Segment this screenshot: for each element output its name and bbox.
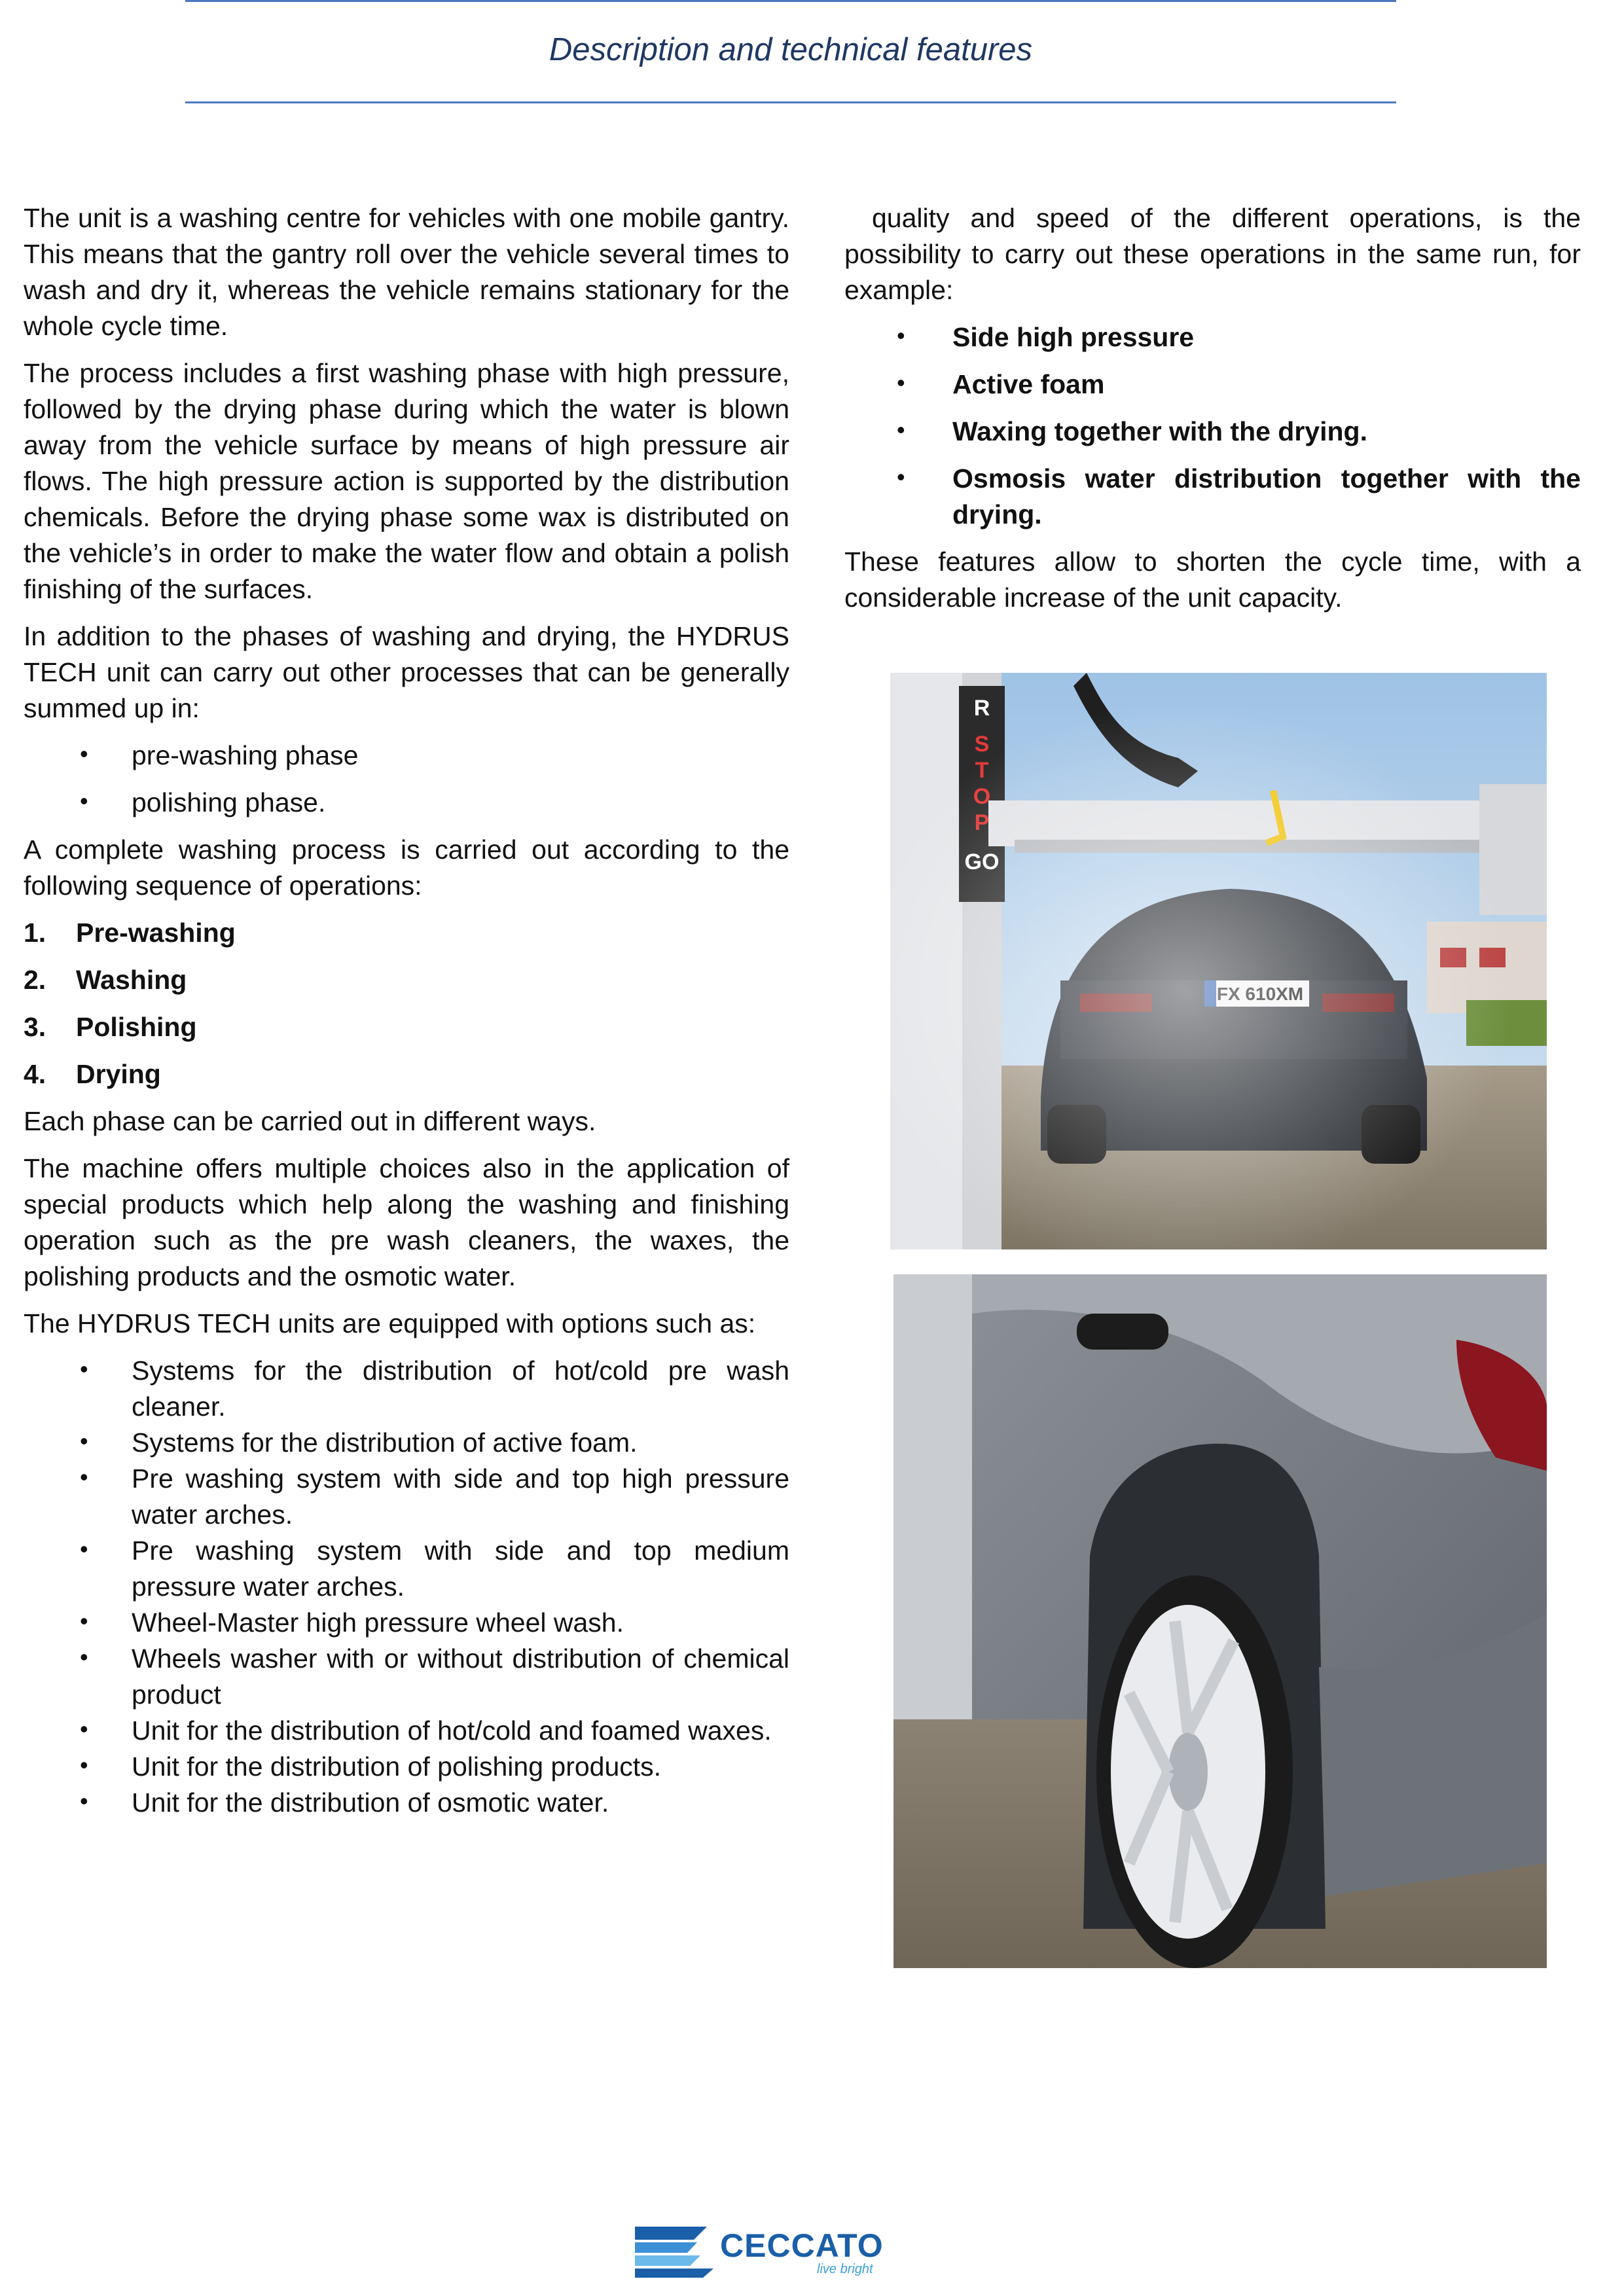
bullet-icon: • (80, 1427, 88, 1454)
list-item: • Unit for the distribution of polishing products. (24, 1749, 789, 1785)
bullet-icon: • (80, 1751, 88, 1778)
list-item: • Side high pressure (844, 319, 1581, 355)
gantry-wash-photo (890, 673, 1547, 1249)
bullet-icon: • (80, 1535, 88, 1562)
bullet-icon: • (897, 463, 905, 490)
list-item: • Unit for the distribution of osmotic water. (24, 1785, 789, 1821)
bullet-icon: • (897, 322, 905, 349)
list-item: • Pre washing system with side and top high pressure water arches. (24, 1461, 789, 1533)
intro-paragraph: The unit is a washing centre for vehicles with one mobile gantry. This means that the gantry roll over the vehicle several times to wash and dry it, whereas the vehicle remains stationary for the whole cycle time. (24, 203, 789, 341)
capacity-paragraph: These features allow to shorten the cycle time, with a considerable increase of the unit capacity. (844, 547, 1581, 613)
wheel-foam-photo (893, 1274, 1547, 1968)
bullet-icon: • (80, 1715, 88, 1742)
list-item: • Wheels washer with or without distribution of chemical product (24, 1641, 789, 1713)
list-item: • Wheel-Master high pressure wheel wash. (24, 1605, 789, 1641)
list-item: • Pre washing system with side and top medium pressure water arches. (24, 1533, 789, 1605)
products-paragraph: The machine offers multiple choices also in the application of special products which help along the washing and finishing operation such as the pre wash cleaners, the waxes, the polishing products and the osmotic water. (24, 1153, 789, 1291)
logo-tagline: live bright (817, 2262, 873, 2276)
options-list (24, 1353, 789, 1821)
logo-wordmark: CECCATO (720, 2227, 884, 2264)
list-item: 3. Polishing (24, 1012, 197, 1042)
sequence-paragraph: A complete washing process is carried out according to the following sequence of operations: (24, 834, 789, 901)
list-item: • Systems for the distribution of hot/cold pre wash cleaner. (24, 1353, 789, 1425)
continuation-paragraph: quality and speed of the different operations, is the possibility to carry out these operations in the same run, for example: (844, 203, 1581, 305)
phases-list (24, 738, 789, 821)
list-item: 4. Drying (24, 1059, 161, 1089)
bullet-icon: • (80, 1787, 88, 1814)
bullet-icon: • (897, 369, 905, 396)
phase-ways-paragraph: Each phase can be carried out in different ways. (24, 1106, 596, 1136)
list-item: • polishing phase. (24, 785, 789, 821)
bullet-icon: • (80, 1643, 88, 1670)
features-list (844, 319, 1581, 533)
ceccato-logo (635, 2220, 897, 2282)
steps-list (24, 915, 789, 1092)
page-title: Description and technical features (549, 32, 1033, 67)
list-item: • Osmosis water distribution together with the drying. (844, 461, 1581, 533)
bullet-icon: • (80, 1463, 88, 1490)
list-item: 2. Washing (24, 965, 187, 995)
processes-paragraph: In addition to the phases of washing and drying, the HYDRUS TECH unit can carry out other processes that can be generally summed up in: (24, 621, 789, 723)
list-item: • Unit for the distribution of hot/cold and foamed waxes. (24, 1713, 789, 1749)
header-rule-top (185, 0, 1396, 2)
bullet-icon: • (80, 1355, 88, 1382)
right-column (844, 200, 1581, 627)
bullet-icon: • (80, 1607, 88, 1634)
bullet-icon: • (897, 416, 905, 443)
bullet-icon: • (80, 787, 88, 814)
list-item: • Waxing together with the drying. (844, 414, 1581, 450)
options-intro-paragraph: The HYDRUS TECH units are equipped with options such as: (24, 1308, 756, 1338)
bullet-icon: • (80, 740, 88, 767)
list-item: • Active foam (844, 367, 1581, 403)
process-paragraph: The process includes a first washing phase with high pressure, followed by the drying phase during which the water is blown away from the vehicle surface by means of high pressure air flows. The high pressure action is supported by the distribution chemicals. Before the drying phase some wax is distributed on the vehicle’s in order to make the water flow and obtain a polish finishing of the surfaces. (24, 358, 789, 604)
left-column (24, 200, 789, 1832)
list-item: • Systems for the distribution of active foam. (24, 1425, 789, 1461)
list-item: 1. Pre-washing (24, 918, 236, 948)
header-rule-bottom (185, 101, 1396, 103)
logo-mark-icon (635, 2220, 720, 2279)
list-item: • pre-washing phase (24, 738, 789, 774)
